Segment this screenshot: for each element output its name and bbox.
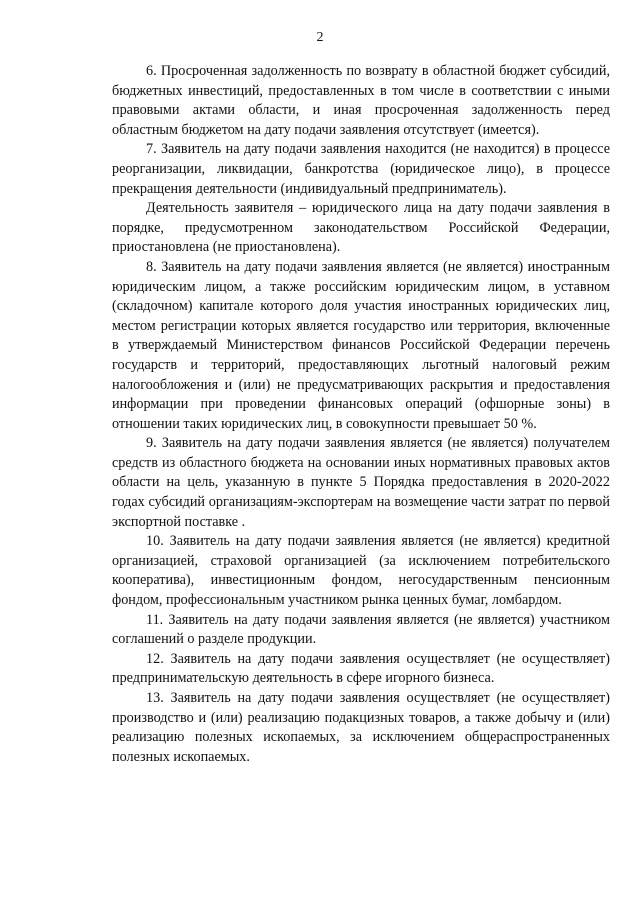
paragraph-item-6: 6. Просроченная задолженность по возврату в областной бюджет субсидий, бюджетных инвестиций, предоставленных в том числе в соответствии с иными правовыми актами области, и иная просроченная задолженность перед областным бюджетом на дату подачи заявления отсутствует (имеется). — [112, 63, 610, 138]
paragraph-item-11: 11. Заявитель на дату подачи заявления является (не является) участником соглашений о разделе продукции. — [112, 611, 610, 648]
paragraph-item-9: 9. Заявитель на дату подачи заявления является (не является) получателем средств из областного бюджета на основании иных нормативных правовых актов области на цель, указанную в пункте 5 Порядка предоставления в 2020-2022 годах субсидий организациям-экспортерам на возмещение части затрат по первой экспортной поставке . — [112, 435, 610, 530]
paragraph-item-13: 13. Заявитель на дату подачи заявления осуществляет (не осуществляет) производство и (или) реализацию подакцизных товаров, а также добычу и (или) реализацию полезных ископаемых, за исключением общераспространенных полезных ископаемых. — [112, 690, 610, 765]
paragraph-item-12: 12. Заявитель на дату подачи заявления осуществляет (не осуществляет) предпринимательскую деятельность в сфере игорного бизнеса. — [112, 650, 610, 687]
paragraph-activity-suspension: Деятельность заявителя – юридического лица на дату подачи заявления в порядке, предусмотренном законодательством Российской Федерации, приостановлена (не приостановлена). — [112, 200, 610, 256]
paragraph-item-8: 8. Заявитель на дату подачи заявления является (не является) иностранным юридическим лицом, а также российским юридическим лицом, в уставном (складочном) капитале которого доля участия иностранных юридических лиц, местом регистрации которых является государство или территория, включенные в утверждаемый Министерством финансов Российской Федерации перечень государств и территорий, предоставляющих льготный налоговый режим налогообложения и (или) не предусматривающих раскрытия и предоставления информации при проведении финансовых операций (офшорные зоны) в отношении таких юридических лиц, в совокупности превышает 50 %. — [112, 258, 610, 432]
page-number: 2 — [316, 30, 324, 45]
paragraph-item-7: 7. Заявитель на дату подачи заявления находится (не находится) в процессе реорганизации, ликвидации, банкротства (юридическое лицо), в процессе прекращения деятельности (индивидуальный предприниматель). — [112, 141, 610, 197]
paragraph-item-10: 10. Заявитель на дату подачи заявления является (не является) кредитной организацией, страховой организацией (за исключением потребительского кооператива), инвестиционным фондом, негосударственным пенсионным фондом, профессиональным участником рынка ценных бумаг, ломбардом. — [112, 533, 610, 609]
document-body — [112, 62, 610, 767]
